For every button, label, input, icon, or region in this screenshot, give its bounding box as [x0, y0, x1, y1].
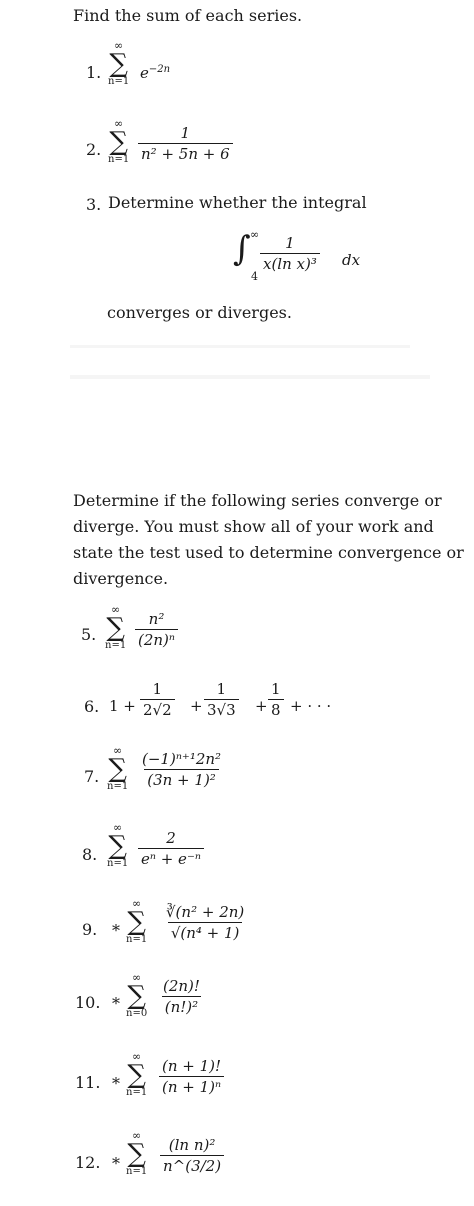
- problem-8-fraction: [138, 829, 204, 868]
- denominator: 3√3: [204, 699, 239, 719]
- problem-2-sigma: [108, 118, 129, 167]
- term-base: e: [140, 64, 149, 82]
- denominator: (n!)²: [162, 996, 201, 1016]
- denominator: (3n + 1)²: [144, 769, 219, 789]
- integral-lower-limit: 4: [251, 270, 258, 283]
- problem-6-number: 6.: [84, 697, 100, 716]
- numerator: (2n)!: [163, 977, 200, 995]
- problem-3-text: Determine whether the integral: [108, 193, 367, 212]
- numerator: 2: [166, 829, 176, 847]
- numerator: ∛(n² + 2n): [166, 903, 245, 921]
- denominator: 2√2: [140, 699, 175, 719]
- term-exponent: −2n: [148, 64, 171, 75]
- sum-upper-limit: ∞: [132, 1050, 142, 1063]
- sum-upper-limit: ∞: [111, 603, 121, 616]
- sum-lower-limit: n=1: [126, 1087, 148, 1098]
- numerator: 1: [152, 680, 163, 698]
- sum-upper-limit: ∞: [114, 117, 124, 130]
- problem-3-fraction: [260, 234, 320, 273]
- problem-2-fraction: [138, 124, 233, 163]
- plus-sign: +: [190, 697, 203, 715]
- problem-1-number: 1.: [86, 63, 102, 82]
- starred-marker: *: [112, 1074, 120, 1093]
- sum-upper-limit: ∞: [132, 1129, 142, 1142]
- problem-11-fraction: [159, 1057, 224, 1096]
- problem-10-number: 10.: [75, 993, 101, 1012]
- plus-sign: +: [255, 697, 268, 715]
- sum-lower-limit: n=1: [105, 640, 127, 651]
- sum-lower-limit: n=0: [126, 1008, 148, 1019]
- sigma-symbol: ∑: [109, 127, 128, 157]
- numerator: (n + 1)!: [162, 1057, 222, 1075]
- problem-6-fraction-2: [204, 680, 239, 719]
- numerator: n²: [148, 610, 165, 628]
- starred-marker: *: [112, 921, 120, 940]
- denominator: √(n⁴ + 1): [168, 922, 243, 942]
- problem-7-number: 7.: [84, 767, 100, 786]
- numerator: 1: [271, 680, 281, 698]
- sigma-symbol: ∑: [108, 831, 127, 861]
- sum-lower-limit: n=1: [108, 76, 130, 87]
- numerator: 1: [216, 680, 227, 698]
- problem-7-sigma: [107, 745, 128, 794]
- problem-11-number: 11.: [75, 1073, 101, 1092]
- problem-5-sigma: [105, 604, 126, 653]
- sigma-symbol: ∑: [127, 981, 146, 1011]
- series-continuation: + · · ·: [290, 697, 332, 715]
- problem-10-fraction: [160, 977, 203, 1016]
- denominator: eⁿ + e⁻ⁿ: [138, 848, 204, 868]
- sum-lower-limit: n=1: [126, 1166, 148, 1177]
- problem-8-sigma: [107, 822, 128, 871]
- problem-12-number: 12.: [75, 1153, 101, 1172]
- sigma-symbol: ∑: [127, 1060, 146, 1090]
- denominator: 8: [268, 699, 284, 719]
- denominator: n^(3/2): [160, 1155, 224, 1175]
- sigma-symbol: ∑: [109, 49, 128, 79]
- sum-upper-limit: ∞: [114, 39, 124, 52]
- integral-differential: dx: [342, 251, 361, 269]
- problem-10-sigma: [126, 972, 147, 1021]
- problem-6-start: 1 +: [109, 697, 136, 715]
- integral-sign: ∫: [233, 229, 251, 269]
- problem-9-fraction: [163, 903, 247, 942]
- sigma-symbol: ∑: [127, 1139, 146, 1169]
- numerator: (ln n)²: [168, 1136, 216, 1154]
- starred-marker: *: [112, 1154, 120, 1173]
- scan-smudge: [70, 345, 410, 348]
- problem-12-fraction: [160, 1136, 224, 1175]
- section-2-instructions: Determine if the following series converge or diverge. You must show all of your work and state the test used to determine convergence or divergence.: [73, 491, 464, 588]
- sum-upper-limit: ∞: [113, 821, 123, 834]
- denominator: (n + 1)ⁿ: [159, 1076, 224, 1096]
- scan-smudge: [70, 375, 430, 379]
- integral-upper-limit: ∞: [250, 228, 260, 241]
- problem-12-sigma: [126, 1130, 147, 1179]
- sum-upper-limit: ∞: [113, 744, 123, 757]
- problem-11-sigma: [126, 1051, 147, 1100]
- problem-3-conclusion: converges or diverges.: [107, 303, 292, 322]
- denominator: n² + 5n + 6: [138, 143, 233, 163]
- numerator: 1: [180, 124, 191, 142]
- sum-lower-limit: n=1: [107, 781, 129, 792]
- denominator: (2n)ⁿ: [135, 629, 178, 649]
- problem-5-fraction: [135, 610, 178, 649]
- sum-lower-limit: n=1: [126, 934, 148, 945]
- problem-5-number: 5.: [81, 625, 97, 644]
- problem-9-sigma: [126, 898, 147, 947]
- sum-upper-limit: ∞: [132, 897, 142, 910]
- starred-marker: *: [112, 994, 120, 1013]
- sum-upper-limit: ∞: [132, 971, 142, 984]
- denominator: x(ln x)³: [260, 253, 320, 273]
- numerator: (−1)ⁿ⁺¹2n²: [142, 750, 222, 768]
- problem-8-number: 8.: [82, 845, 98, 864]
- problem-6-fraction-1: [140, 680, 175, 719]
- problem-9-number: 9.: [82, 920, 98, 939]
- problem-3-number: 3.: [86, 195, 102, 214]
- numerator: 1: [285, 234, 295, 252]
- problem-2-number: 2.: [86, 140, 102, 159]
- sigma-symbol: ∑: [106, 613, 125, 643]
- problem-1-sigma: [108, 40, 129, 89]
- sum-lower-limit: n=1: [107, 858, 129, 869]
- problem-7-fraction: [139, 750, 224, 789]
- sum-lower-limit: n=1: [108, 154, 130, 165]
- problem-1-term: [140, 64, 170, 82]
- page-title: Find the sum of each series.: [73, 6, 303, 25]
- sigma-symbol: ∑: [127, 907, 146, 937]
- problem-6-fraction-3: [268, 680, 284, 719]
- sigma-symbol: ∑: [108, 754, 127, 784]
